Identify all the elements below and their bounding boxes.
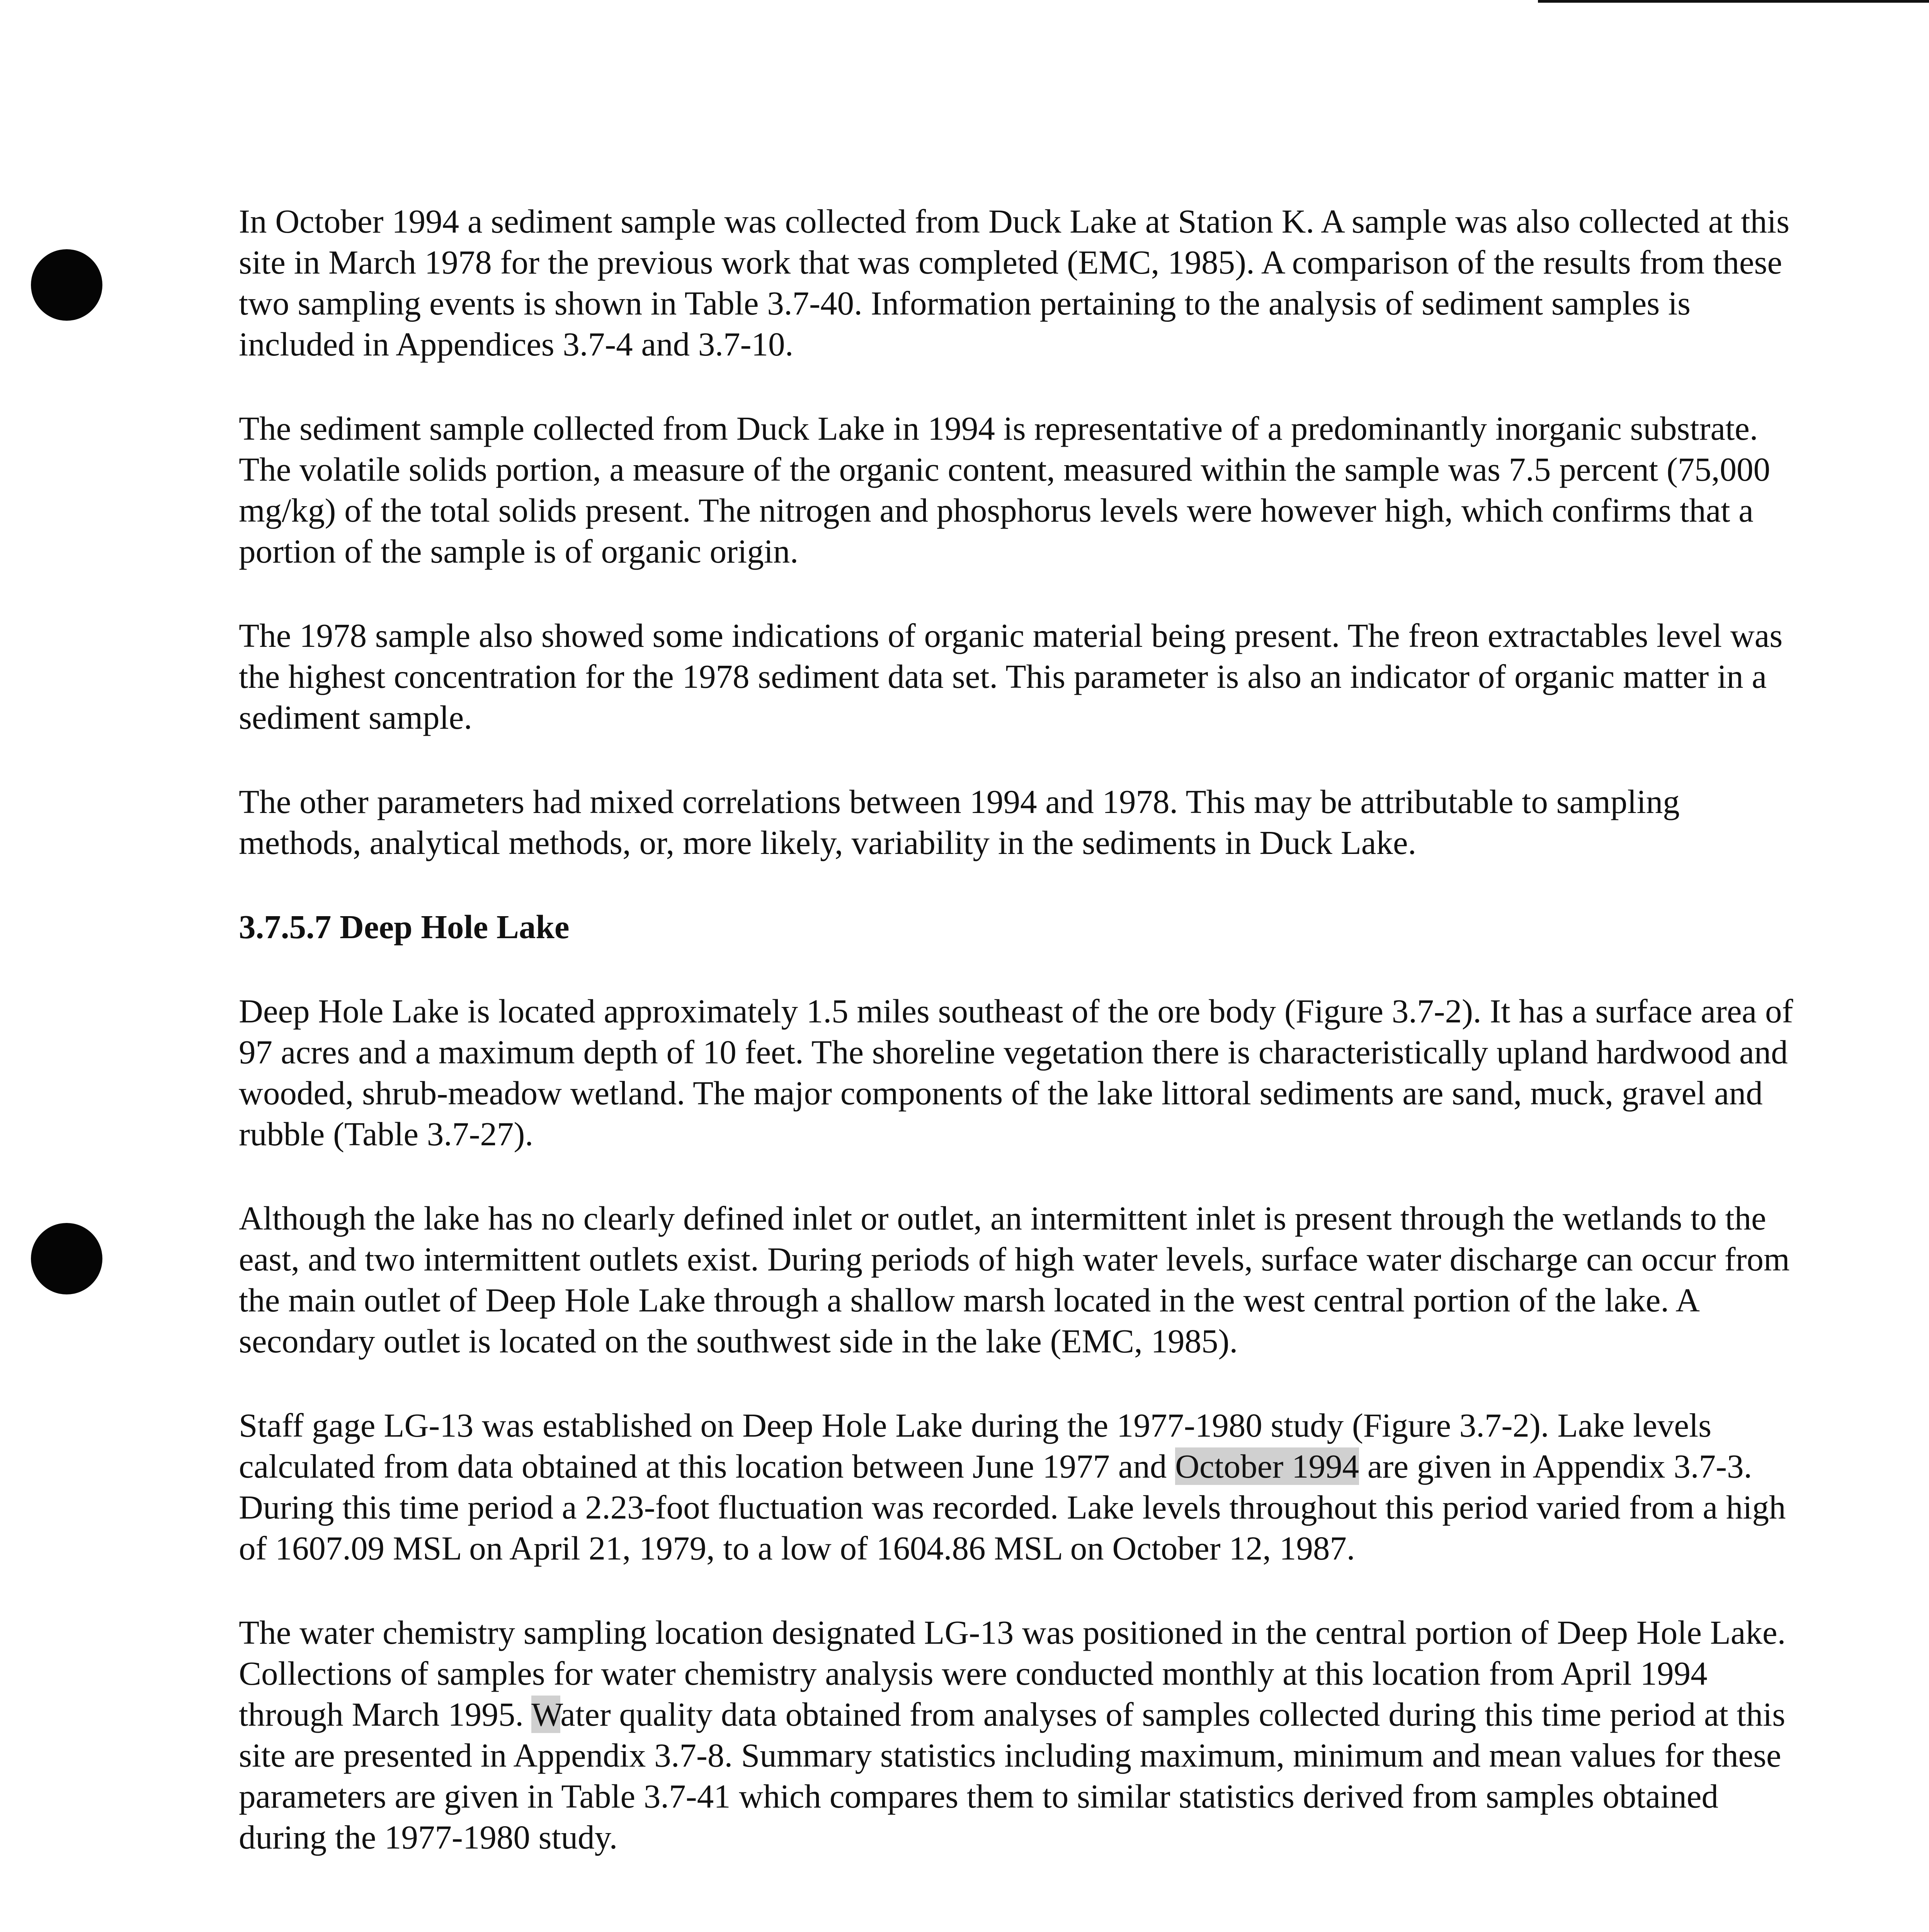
highlighted-date: October 1994 [1175,1447,1359,1485]
paragraph-sediment-composition: The sediment sample collected from Duck Lake in 1994 is representative of a predominantly inorganic substrate. The volatile solids portion, a measure of the organic content, measured within the sample was 7.5 percent (75,000 mg/kg) of the total solids present. The nitrogen and phosphorus levels were however high, which confirms that a portion of the sample is of organic origin. [239,410,1771,570]
paragraph-water-chemistry [239,1612,1796,1858]
paragraph-duck-lake-sampling: In October 1994 a sediment sample was collected from Duck Lake at Station K. A sample was also collected at this site in March 1978 for the previous work that was completed (EMC, 1985). A comparison of the results from these two sampling events is shown in Table 3.7-40. Information pertaining to the analysis of sediment samples is included in Appendices 3.7-4 and 3.7-10. [239,202,1790,363]
paragraph-inlet-outlet: Although the lake has no clearly defined inlet or outlet, an intermittent inlet is present through the wetlands to the east, and two intermittent outlets exist. During periods of high water levels, surface water discharge can occur from the main outlet of Deep Hole Lake through a shallow marsh located in the west central portion of the lake. A secondary outlet is located on the southwest side in the lake (EMC, 1985). [239,1199,1790,1360]
staff-gage-text-end: are given in Appendix 3.7-3. During this time period a 2.23-foot fluctuation was recorded. Lake levels throughout this period varied from a high of 1607.09 MSL on April 21, 1979, to a low of 1604.86 MSL on October 12, 1987. [239,1447,1786,1567]
top-edge-rule [1538,0,1929,3]
paragraph-deep-hole-location: Deep Hole Lake is located approximately 1.5 miles southeast of the ore body (Figure 3.7-2). It has a surface area of 97 acres and a maximum depth of 10 feet. The shoreline vegetation there is characteristically upland hardwood and wooded, shrub-meadow wetland. The major components of the lake littoral sediments are sand, muck, gravel and rubble (Table 3.7-27). [239,992,1793,1153]
staff-gage-text-start: Staff gage LG-13 was established on Deep Hole Lake during the 1977-1980 study (Figure 3.7-2). Lake levels calculated from data obtained at this location between June 1977 and [239,1406,1711,1485]
water-chem-text-start: The water chemistry sampling location designated LG-13 was positioned in the central portion of Deep Hole Lake. Collections of samples for water chemistry analysis were conducted monthly at this location from April 1994 through March 1995. [239,1614,1786,1733]
water-chem-text-end: ater quality data obtained from analyses of samples collected during this time period at this site are presented in Appendix 3.7-8. Summary statistics including maximum, minimum and mean values for these parameters are given in Table 3.7-41 which compares them to similar statistics derived from samples obtained during the 1977-1980 study. [239,1696,1786,1856]
highlighted-letter: W [531,1696,561,1733]
paragraph-mixed-correlations: The other parameters had mixed correlations between 1994 and 1978. This may be attributable to sampling methods, analytical methods, or, more likely, variability in the sediments in Duck Lake. [239,783,1680,861]
punch-hole-middle [31,1223,102,1294]
paragraph-1978-sample: The 1978 sample also showed some indications of organic material being present. The freon extractables level was the highest concentration for the 1978 sediment data set. This parameter is also an indicator of organic matter in a sediment sample. [239,617,1783,736]
paragraph-staff-gage [239,1405,1796,1569]
section-heading: 3.7.5.7 Deep Hole Lake [239,908,570,946]
punch-hole-top [31,249,102,321]
page-body [239,201,1796,1858]
